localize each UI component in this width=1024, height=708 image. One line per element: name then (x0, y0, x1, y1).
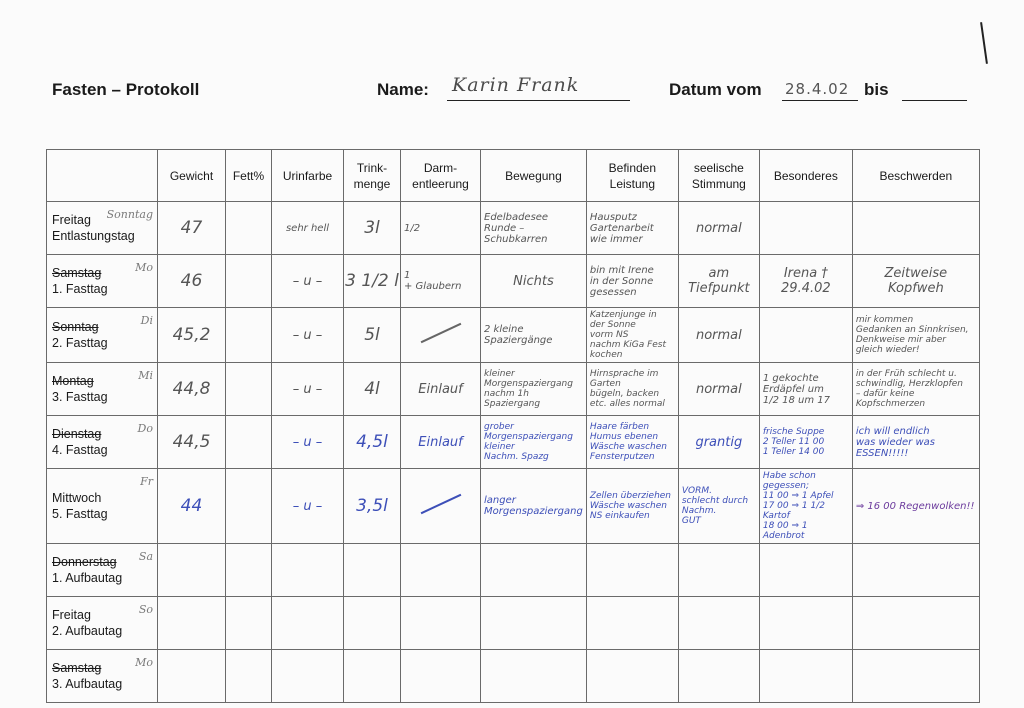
beschwerden-cell[interactable] (852, 597, 979, 650)
day-cell (47, 255, 158, 308)
day-cell (47, 597, 158, 650)
bewegung-cell[interactable] (481, 255, 587, 308)
day-name: Donnerstag (52, 555, 117, 569)
urin-cell[interactable] (272, 363, 344, 416)
day-annotation: Sa (138, 550, 153, 563)
header-fett: Fett% (226, 150, 272, 202)
header-day (47, 150, 158, 202)
besonderes-cell[interactable] (759, 255, 852, 308)
besonderes-cell[interactable] (759, 416, 852, 469)
trink-cell[interactable] (344, 308, 401, 363)
gewicht-cell[interactable] (158, 255, 226, 308)
day-annotation: Mo (135, 261, 153, 274)
darm-cell[interactable] (401, 255, 481, 308)
fett-cell[interactable] (226, 469, 272, 544)
day-annotation: Di (140, 314, 153, 327)
darm-cell[interactable] (401, 544, 481, 597)
bewegung-value: kleiner Morgenspaziergang nachm 1h Spaziergang (484, 369, 573, 409)
fett-value (226, 387, 271, 391)
trink-cell[interactable] (344, 255, 401, 308)
seelisch-value: normal (695, 381, 742, 397)
gewicht-value: 47 (180, 218, 203, 238)
beschwerden-cell[interactable] (852, 650, 979, 703)
day-cell (47, 416, 158, 469)
befinden-cell[interactable] (586, 416, 678, 469)
beschwerden-cell[interactable] (852, 544, 979, 597)
date-field[interactable] (782, 100, 858, 101)
darm-cell[interactable] (401, 363, 481, 416)
gewicht-cell[interactable] (158, 597, 226, 650)
day-annotation: Mo (135, 656, 153, 669)
date-label: Datum vom (669, 80, 762, 99)
darm-cell[interactable] (401, 597, 481, 650)
besonderes-value (760, 333, 852, 337)
header-besonderes: Besonderes (759, 150, 852, 202)
day-name: Freitag (52, 608, 91, 622)
day-name: Sonntag (52, 320, 99, 334)
urin-value: – u – (292, 273, 323, 289)
bewegung-value: Nichts (513, 273, 554, 289)
trink-cell[interactable] (344, 544, 401, 597)
darm-cell[interactable] (401, 650, 481, 703)
seelisch-cell[interactable] (678, 363, 759, 416)
table-row (47, 202, 980, 255)
darm-slash-mark (420, 323, 461, 343)
day-name: Mittwoch (52, 491, 102, 505)
bewegung-cell[interactable] (481, 544, 587, 597)
gewicht-value: 44,8 (172, 379, 211, 399)
header-darmentleerung: Darm- entleerung (401, 150, 481, 202)
besonderes-value: Habe schon gegessen; 11 00 ⇒ 1 Apfel 17 00 ⇒ 1 1/2 Kartof 18 00 ⇒ 1 Adenbrot (762, 471, 834, 541)
gewicht-cell[interactable] (158, 363, 226, 416)
header-beschwerden: Beschwerden (852, 150, 979, 202)
befinden-cell[interactable] (586, 308, 678, 363)
seelisch-cell[interactable] (678, 308, 759, 363)
table-body (47, 202, 980, 703)
beschwerden-value: Zeitweise Kopfweh (884, 266, 948, 296)
urin-value: – u – (292, 498, 323, 514)
befinden-cell[interactable] (586, 544, 678, 597)
darm-value: 1/2 (404, 222, 421, 234)
trink-cell[interactable] (344, 202, 401, 255)
urin-cell[interactable] (272, 544, 344, 597)
bis-label: bis (864, 80, 889, 99)
trink-value: 4l (364, 379, 380, 399)
besonderes-cell[interactable] (759, 202, 852, 255)
befinden-cell[interactable] (586, 202, 678, 255)
besonderes-cell[interactable] (759, 308, 852, 363)
day-annotation: So (138, 603, 153, 616)
fett-value (226, 440, 271, 444)
seelisch-value: VORM. schlecht durch Nachm. GUT (681, 486, 749, 526)
name-value: Karin Frank (452, 74, 580, 96)
day-cell (47, 308, 158, 363)
day-cell (47, 202, 158, 255)
form-header (52, 74, 982, 108)
trink-value: 3l (364, 218, 380, 238)
bewegung-value: 2 kleine Spaziergänge (484, 324, 553, 346)
seelisch-cell[interactable] (678, 469, 759, 544)
fett-value (226, 226, 271, 230)
table-row (47, 650, 980, 703)
seelisch-cell[interactable] (678, 255, 759, 308)
besonderes-value: 1 gekochte Erdäpfel um 1/2 18 um 17 (762, 372, 831, 406)
day-label: 1. Fasttag (52, 282, 108, 296)
bewegung-cell[interactable] (481, 363, 587, 416)
fett-cell[interactable] (226, 416, 272, 469)
befinden-cell[interactable] (586, 363, 678, 416)
header-gewicht: Gewicht (158, 150, 226, 202)
fett-value (226, 333, 271, 337)
beschwerden-cell[interactable] (852, 255, 979, 308)
befinden-value: Hirnsprache im Garten bügeln, backen etc. alles normal (589, 369, 665, 409)
header-urinfarbe: Urinfarbe (272, 150, 344, 202)
day-label: 3. Fasttag (52, 390, 108, 404)
urin-cell[interactable] (272, 255, 344, 308)
table-row (47, 597, 980, 650)
befinden-value: Zellen überziehen Wäsche waschen NS einkaufen (589, 491, 672, 521)
header-befinden: Befinden Leistung (586, 150, 678, 202)
day-cell (47, 650, 158, 703)
bewegung-cell[interactable] (481, 202, 587, 255)
name-label: Name: (377, 80, 429, 99)
gewicht-value: 46 (180, 271, 203, 291)
day-name: Freitag (52, 213, 91, 227)
befinden-cell[interactable] (586, 255, 678, 308)
beschwerden-cell[interactable] (852, 416, 979, 469)
befinden-cell[interactable] (586, 597, 678, 650)
day-annotation: Sonntag (106, 208, 153, 221)
day-label: 2. Aufbautag (52, 624, 123, 638)
day-name: Samstag (52, 266, 102, 280)
day-label: 5. Fasttag (52, 507, 108, 521)
fett-value (226, 279, 271, 283)
urin-value: sehr hell (285, 222, 330, 234)
befinden-value: Haare färben Humus ebenen Wäsche waschen Fensterputzen (589, 422, 667, 462)
darm-value: 1 + Glaubern (404, 270, 462, 292)
urin-cell[interactable] (272, 650, 344, 703)
day-cell (47, 469, 158, 544)
gewicht-cell[interactable] (158, 416, 226, 469)
bewegung-cell[interactable] (481, 650, 587, 703)
beschwerden-value: ⇒ 16 00 Regenwolken!! (855, 500, 975, 512)
day-cell (47, 363, 158, 416)
trink-cell[interactable] (344, 469, 401, 544)
day-annotation: Do (137, 422, 153, 435)
trink-cell[interactable] (344, 363, 401, 416)
urin-cell[interactable] (272, 416, 344, 469)
bewegung-cell[interactable] (481, 308, 587, 363)
befinden-cell[interactable] (586, 650, 678, 703)
urin-cell[interactable] (272, 308, 344, 363)
fett-cell[interactable] (226, 308, 272, 363)
darm-value: Einlauf (418, 434, 463, 450)
fett-cell[interactable] (226, 255, 272, 308)
trink-value: 3,5l (356, 496, 388, 516)
day-name: Samstag (52, 661, 102, 675)
trink-cell[interactable] (344, 597, 401, 650)
pen-stroke-mark (980, 22, 988, 64)
darm-value (401, 334, 480, 338)
seelisch-cell[interactable] (678, 650, 759, 703)
urin-value: – u – (292, 381, 323, 397)
table-row (47, 255, 980, 308)
table-row (47, 544, 980, 597)
urin-cell[interactable] (272, 597, 344, 650)
beschwerden-value (853, 226, 979, 230)
besonderes-value (760, 226, 852, 230)
seelisch-value: normal (695, 327, 742, 343)
bewegung-value: langer Morgenspaziergang (484, 495, 583, 517)
seelisch-cell[interactable] (678, 416, 759, 469)
beschwerden-cell[interactable] (852, 469, 979, 544)
fasting-protocol-table (46, 149, 980, 703)
besonderes-value: Irena † 29.4.02 (781, 266, 831, 296)
table-row (47, 363, 980, 416)
besonderes-cell[interactable] (759, 544, 852, 597)
trink-cell[interactable] (344, 416, 401, 469)
day-annotation: Fr (140, 475, 153, 488)
darm-cell[interactable] (401, 416, 481, 469)
header-bewegung: Bewegung (481, 150, 587, 202)
urin-value: – u – (292, 327, 323, 343)
day-label: 3. Aufbautag (52, 677, 123, 691)
besonderes-cell[interactable] (759, 597, 852, 650)
gewicht-cell[interactable] (158, 308, 226, 363)
beschwerden-cell[interactable] (852, 308, 979, 363)
beschwerden-value: ich will endlich was wieder was ESSEN!!!!! (855, 425, 935, 459)
bewegung-cell[interactable] (481, 597, 587, 650)
header-seelische-stimmung: seelische Stimmung (678, 150, 759, 202)
gewicht-cell[interactable] (158, 544, 226, 597)
day-name: Dienstag (52, 427, 102, 441)
day-label: 2. Fasttag (52, 336, 108, 350)
table-header-row (47, 150, 980, 202)
darm-cell[interactable] (401, 308, 481, 363)
befinden-value: bin mit Irene in der Sonne gesessen (589, 264, 654, 298)
date-value: 28.4.02 (785, 80, 850, 98)
beschwerden-value: mir kommen Gedanken an Sinnkrisen, Denkweise mir aber gleich wieder! (855, 315, 969, 355)
urin-cell[interactable] (272, 202, 344, 255)
beschwerden-cell[interactable] (852, 202, 979, 255)
name-field[interactable] (447, 100, 630, 101)
gewicht-value: 45,2 (172, 325, 211, 345)
bewegung-cell[interactable] (481, 469, 587, 544)
urin-value: – u – (292, 434, 323, 450)
urin-cell[interactable] (272, 469, 344, 544)
day-label: 1. Aufbautag (52, 571, 123, 585)
gewicht-cell[interactable] (158, 469, 226, 544)
seelisch-cell[interactable] (678, 544, 759, 597)
day-label: Entlastungstag (52, 229, 135, 243)
besonderes-cell[interactable] (759, 469, 852, 544)
form-title: Fasten – Protokoll (52, 80, 200, 99)
befinden-value: Hausputz Gartenarbeit wie immer (589, 211, 654, 245)
day-cell (47, 544, 158, 597)
day-name: Montag (52, 374, 94, 388)
fett-cell[interactable] (226, 202, 272, 255)
trink-value: 4,5l (356, 432, 388, 452)
bewegung-value: grober Morgenspaziergang kleiner Nachm. Spazg (484, 422, 573, 462)
besonderes-value: frische Suppe 2 Teller 11 00 1 Teller 14 00 (762, 427, 825, 457)
fett-cell[interactable] (226, 650, 272, 703)
day-label: 4. Fasttag (52, 443, 108, 457)
trink-value: 5l (364, 325, 380, 345)
fett-value (226, 504, 271, 508)
table-row (47, 308, 980, 363)
beschwerden-value: in der Früh schlecht u. schwindlig, Herzklopfen – dafür keine Kopfschmerzen (855, 369, 963, 409)
trink-cell[interactable] (344, 650, 401, 703)
befinden-cell[interactable] (586, 469, 678, 544)
seelisch-cell[interactable] (678, 202, 759, 255)
trink-value: 3 1/2 l (345, 271, 399, 291)
darm-cell[interactable] (401, 202, 481, 255)
table-row (47, 416, 980, 469)
seelisch-value: am Tiefpunkt (688, 266, 750, 296)
seelisch-value: grantig (695, 434, 743, 450)
seelisch-cell[interactable] (678, 597, 759, 650)
darm-value (401, 505, 480, 509)
befinden-value: Katzenjunge in der Sonne vorm NS nachm KiGa Fest kochen (589, 310, 667, 360)
darm-cell[interactable] (401, 469, 481, 544)
darm-slash-mark (420, 494, 461, 514)
fett-cell[interactable] (226, 544, 272, 597)
besonderes-cell[interactable] (759, 363, 852, 416)
fett-cell[interactable] (226, 597, 272, 650)
beschwerden-cell[interactable] (852, 363, 979, 416)
day-annotation: Mi (138, 369, 153, 382)
darm-value: Einlauf (418, 381, 463, 397)
gewicht-value: 44 (180, 496, 203, 516)
fett-cell[interactable] (226, 363, 272, 416)
bewegung-cell[interactable] (481, 416, 587, 469)
besonderes-cell[interactable] (759, 650, 852, 703)
seelisch-value: normal (695, 220, 742, 236)
table-row (47, 469, 980, 544)
header-trinkmenge: Trink- menge (344, 150, 401, 202)
gewicht-cell[interactable] (158, 202, 226, 255)
bewegung-value: Edelbadesee Runde – Schubkarren (484, 211, 549, 245)
gewicht-cell[interactable] (158, 650, 226, 703)
gewicht-value: 44,5 (172, 432, 211, 452)
bis-field[interactable] (902, 100, 967, 101)
